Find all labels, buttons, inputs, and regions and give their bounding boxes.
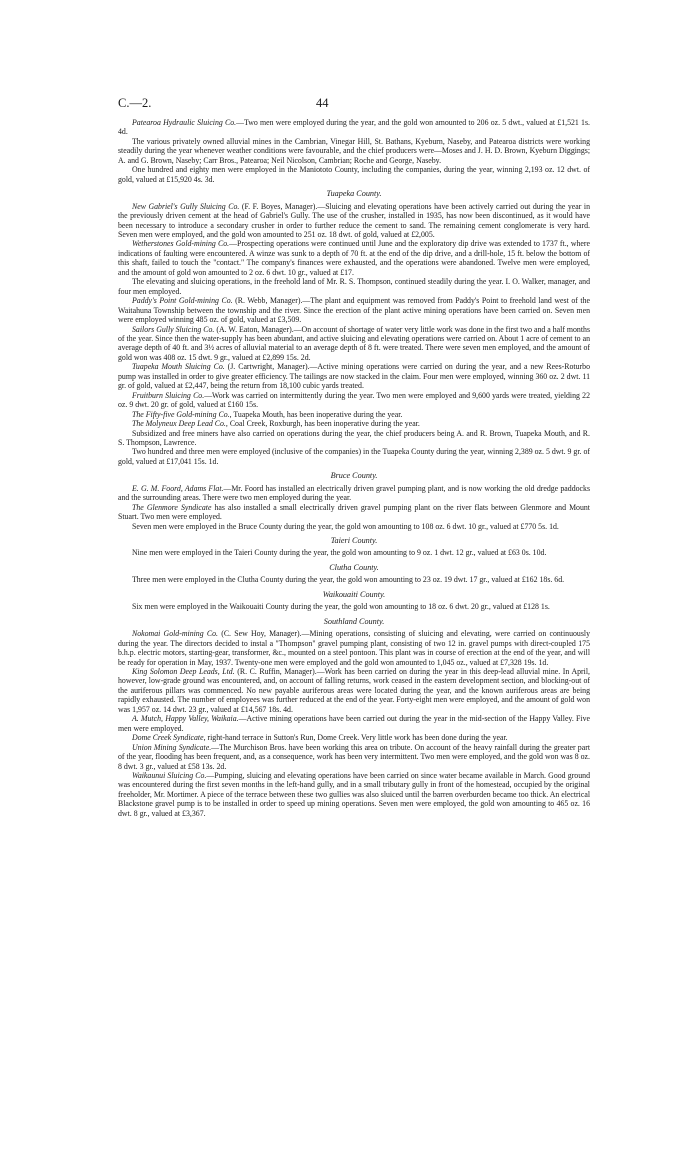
section-heading: Waikouaiti County. xyxy=(322,589,386,599)
document-body xyxy=(118,118,590,818)
paragraph-text: Three men were employed in the Clutha County during the year, the gold won amounting to 23 oz. 19 dwt. 17 gr., valued at £162 18s. 6d. xyxy=(132,575,565,585)
section-heading: Tuapeka County. xyxy=(326,189,382,199)
paragraph-text: Seven men were employed in the Bruce County during the year, the gold won amounting to 108 oz. 6 dwt. 10 gr., valued at £770 5s. 1d. xyxy=(132,521,559,531)
paragraph-text: —Two men were employed during the year, and the gold won amounted to 206 oz. 5 dwt., valued at £1,521 1s. 4d. xyxy=(118,118,590,137)
paragraph xyxy=(118,419,590,428)
document-page xyxy=(118,96,590,818)
paragraph xyxy=(118,325,590,363)
paragraph-text: The elevating and sluicing operations, in the freehold land of Mr. R. S. Thompson, continued steadily during the year. I. O. Walker, manager, and four men employed. xyxy=(118,277,590,296)
paragraph xyxy=(118,239,590,277)
paragraph xyxy=(118,575,590,584)
company-name: The Molyneux Deep Lead Co. xyxy=(132,419,226,429)
paragraph-text: Six men were employed in the Waikouaiti County during the year, the gold won amounting to 18 oz. 6 dwt. 20 gr., valued at £128 1s. xyxy=(132,602,550,612)
paragraph-text: (F. F. Boyes, Manager).—Sluicing and elevating operations have been actively carried out during the year in the previously driven cement at the head of Gabriel's Gully. The use of the crusher, installed in 1935, has now been discontinued, as it would have been necessary to introduce a secondary crusher in order to further reduce the cement to sand. The remaining cement conglomerate is very hard. Seven men were employed, and the gold won amounted to 251 oz. 18 dwt. of gold, valued at £2,005. xyxy=(118,201,590,239)
paragraph xyxy=(118,118,590,137)
page-header xyxy=(118,96,590,118)
paragraph-text: (R. Webb, Manager).—The plant and equipment was removed from Paddy's Point to freehold land west of the Waitahuna Township between the township and the river. Since the erection of the plant active mining operations have been carried on. Seven men were employed winning 485 oz. of gold, valued at £3,509. xyxy=(118,296,590,325)
company-name: Nokomai Gold-mining Co. xyxy=(132,629,218,639)
paragraph xyxy=(118,447,590,466)
section-heading: Clutha County. xyxy=(329,562,379,572)
section-heading: Bruce County. xyxy=(330,471,378,481)
paragraph xyxy=(118,771,590,818)
paragraph xyxy=(118,733,590,742)
company-name: The Glenmore Syndicate xyxy=(132,502,212,512)
paragraph-text: (J. Cartwright, Manager).—Active mining operations were carried on during the year, and a new Rees-Roturbo pump was installed in order to give greater efficiency. The tailings are now stacked in the claim. Four men were employed, winning 360 oz. 2 dwt. 11 gr. of gold, valued at £2,447, being the return from 18,100 cubic yards treated. xyxy=(118,362,590,391)
paragraph xyxy=(118,629,590,667)
paragraph xyxy=(118,522,590,531)
paragraph xyxy=(118,296,590,324)
company-name: Union Mining Syndicate. xyxy=(132,742,212,752)
paragraph xyxy=(118,202,590,240)
paragraph-text: —Pumping, sluicing and elevating operations have been carried on since water became available in March. Good ground was encountered during the first seven months in the left-hand gully, and in a small tributary gully in front of the homestead, occupied by the original freeholder, Mr. Mortimer. A piece of the terrace between these two gullies was also sluiced until the barren overburden became too thick. An electrical Blackstone gravel pump is to be installed in order to speed up mining operations. Seven men were employed, the gold won amounting to 465 oz. 16 dwt. 8 gr., valued at £3,367. xyxy=(118,771,590,818)
company-name: Paddy's Point Gold-mining Co. xyxy=(132,296,233,306)
paragraph-text: Nine men were employed in the Taieri County during the year, the gold won amounting to 9 oz. 1 dwt. 12 gr., valued at £63 0s. 10d. xyxy=(132,548,547,558)
paragraph-text: One hundred and eighty men were employed in the Maniototo County, including the companies, during the year, winning 2,193 oz. 12 dwt. of gold, valued at £15,920 4s. 3d. xyxy=(118,165,590,184)
company-name: King Solomon Deep Leads, Ltd. xyxy=(132,667,235,677)
paragraph xyxy=(118,743,590,771)
paragraph-text: , Tuapeka Mouth, has been inoperative during the year. xyxy=(229,409,403,419)
paragraph xyxy=(118,484,590,503)
paragraph-text: —The Murchison Bros. have been working this area on tribute. On account of the heavy rainfall during the greater part of the year, flooding has been frequent, and, as a consequence, work has been very intermittent. Two men were employed, and the gold won was 8 oz. 8 dwt. 3 gr., valued at £58 13s. 2d. xyxy=(118,742,590,771)
paragraph-text: , Coal Creek, Roxburgh, has been inoperative during the year. xyxy=(225,419,420,429)
paragraph-text: , right-hand terrace in Sutton's Run, Dome Creek. Very little work has been done during the year. xyxy=(203,733,508,743)
paragraph-text: (A. W. Eaton, Manager).—On account of shortage of water very little work was done in the first two and a half months of the year. Since then the water-supply has been abundant, and active sluicing and elevating operations were carried on. About 1 acre of cement to an average depth of 40 ft. and 3½ acres of alluvial material to an average depth of 8 ft. were treated. There were seven men employed, and the amount of gold won was 408 oz. 15 dwt. 9 gr., valued at £2,899 15s. 2d. xyxy=(118,324,590,362)
paragraph xyxy=(118,429,590,448)
paragraph xyxy=(118,503,590,522)
paragraph xyxy=(118,714,590,733)
paragraph-text: —Prospecting operations were continued until June and the exploratory dip drive was extended to 1737 ft., where indications of faulting were encountered. A winze was sunk to a depth of 70 ft. at the end of the dip drive, and a drill-hole, 15 ft. below the bottom of this shaft, failed to touch the "contact." The company's finances were exhausted, and the operations were abandoned. Twelve men were employed, and the amount of gold won amounted to 2 oz. 6 dwt. 10 gr., valued at £17. xyxy=(118,239,590,277)
company-name: Tuapeka Mouth Sluicing Co. xyxy=(132,362,225,372)
paragraph xyxy=(118,410,590,419)
paragraph xyxy=(118,602,590,611)
paragraph xyxy=(118,277,590,296)
company-name: Patearoa Hydraulic Sluicing Co. xyxy=(132,118,237,127)
paragraph-text: Subsidized and free miners have also carried on operations during the year, the chief producers being A. and R. Brown, Tuapeka Mouth, and R. S. Thompson, Lawrence. xyxy=(118,428,590,447)
section-heading: Taieri County. xyxy=(330,536,378,546)
company-name: The Fifty-five Gold-mining Co. xyxy=(132,409,230,419)
company-name: Waikaunui Sluicing Co. xyxy=(132,771,207,780)
document-code: C.—2. xyxy=(118,96,152,110)
company-name: Sailors Gully Sluicing Co. xyxy=(132,324,215,334)
company-name: A. Mutch, Happy Valley, Waikaia. xyxy=(132,714,239,724)
company-name: New Gabriel's Gully Sluicing Co. xyxy=(132,201,240,211)
company-name: Dome Creek Syndicate xyxy=(132,733,204,743)
paragraph-text: Two hundred and three men were employed (inclusive of the companies) in the Tuapeka County during the year, winning 2,389 oz. 5 dwt. 9 gr. of gold, valued at £17,041 15s. 1d. xyxy=(118,447,590,466)
paragraph xyxy=(118,362,590,390)
company-name: Wetherstones Gold-mining Co. xyxy=(132,239,230,249)
paragraph-text: —Work was carried on intermittently during the year. Two men were employed and 9,600 yards were treated, yielding 22 oz. 9 dwt. 20 gr. of gold, valued at £160 15s. xyxy=(118,390,590,410)
paragraph-text: (R. C. Ruffin, Manager).—Work has been carried on during the year in this deep-lead alluvial mine. In April, however, low-grade ground was encountered, and, on account of falling returns, work ceased in the eastern development section, and blocking-out of the auriferous pillars was commenced. No new payable auriferous areas were located during the year, and the known auriferous areas are being rapidly exhausted. The number of employees was further reduced at the end of the year. Forty-eight men were employed, and the amount of gold won was 1,957 oz. 14 dwt. 23 gr., valued at £14,567 18s. 4d. xyxy=(118,667,590,714)
company-name: Fruitburn Sluicing Co. xyxy=(132,390,205,400)
paragraph xyxy=(118,667,590,714)
paragraph xyxy=(118,548,590,557)
section-heading: Southland County. xyxy=(323,616,385,626)
paragraph xyxy=(118,137,590,165)
paragraph xyxy=(118,391,590,410)
paragraph-text: (C. Sew Hoy, Manager).—Mining operations, consisting of sluicing and elevating, were carried on continuously during the year. The directors decided to instal a "Thompson" gravel pumping plant, consisting of two 12 in. gravel pumps with direct-coupled 175 b.h.p. electric motors, starting-gear, transformer, &c., mounted on a steel pontoon. This plant was in course of erection at the end of the year, and will be ready for operation in May, 1937. Twenty-one men were employed and the gold won amounted to 1,045 oz., valued at £7,328 19s. 1d. xyxy=(118,629,591,667)
paragraph-text: —Mr. Foord has installed an electrically driven gravel pumping plant, and is now working the old dredge paddocks and the surrounding areas. There were two men employed during the year. xyxy=(118,483,590,503)
paragraph-text: has also installed a small electrically driven gravel pumping plant on the river flats between Glenmore and Mount Stuart. Two men were employed. xyxy=(118,502,590,522)
paragraph xyxy=(118,165,590,184)
page-number: 44 xyxy=(316,96,329,110)
company-name: E. G. M. Foord, Adams Flat. xyxy=(132,483,224,493)
paragraph-text: —Active mining operations have been carried out during the year in the mid-section of the Happy Valley. Five men were employed. xyxy=(118,714,590,733)
paragraph-text: The various privately owned alluvial mines in the Cambrian, Vinegar Hill, St. Bathans, Kyeburn, Naseby, and Patearoa districts were working steadily during the year whenever weather conditions were favourable, and the chief producers were—Moses and J. H. D. Brown, Kyeburn Diggings; A. and G. Brown, Naseby; Carr Bros., Patearoa; Neil Nicolson, Cambrian; Roche and George, Naseby. xyxy=(118,136,590,165)
